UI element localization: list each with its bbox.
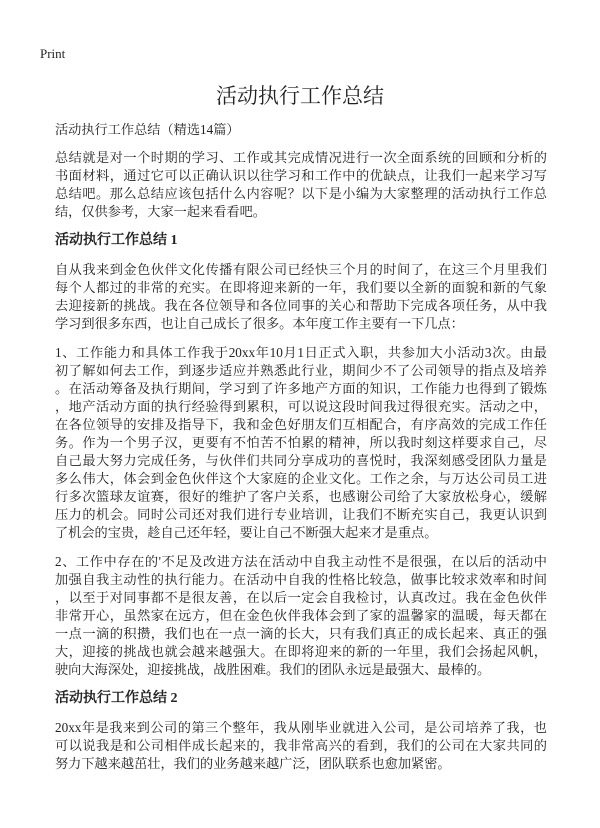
text-line: 初了解如何去工作，到逐步适应并熟悉此行业，期间少不了公司领导的指点及培养 — [55, 363, 547, 378]
text-line: 1、工作能力和具体工作我于20xx年10月1日正式入职，共参加大小活动3次。由最 — [55, 345, 547, 360]
text-line: ，地产活动方面的执行经验得到累积，可以说这段时间我过得很充实。活动之中， — [55, 399, 547, 414]
section-paragraph — [55, 344, 547, 542]
text-line: 努力下越来越茁壮，我们的业务越来越广泛，团队联系也愈加紧密。 — [55, 756, 451, 771]
text-line: 书面材料，通过它可以正确认识以往学习和工作中的优缺点，让我们一起来学习写 — [55, 168, 547, 183]
sections — [55, 232, 547, 773]
text-line: 多么伟大，体会到金色伙伴这个大家庭的企业文化。工作之余，与万达公司员工进 — [55, 471, 547, 486]
text-line: 大，迎接的挑战也就会越来越强大。在即将迎来的新的一年里，我们会扬起风帆， — [55, 644, 547, 659]
document-body — [55, 121, 547, 784]
text-line: 学习到很多东西，也让自己成长了很多。本年度工作主要有一下几点： — [55, 316, 464, 331]
section-paragraph — [55, 719, 547, 773]
text-line: 压力的机会。同时公司还对我们进行专业培训，让我们不断充实自己，我更认识到 — [55, 507, 547, 522]
print-link[interactable]: Print — [40, 46, 66, 61]
text-line: 了机会的宝贵，趁自己还年轻，要让自己不断强大起来才是重点。 — [55, 525, 438, 540]
text-line: 自己最大努力完成任务，与伙伴们共同分享成功的喜悦时，我深刻感受团队力量是 — [55, 453, 547, 468]
text-line: 2、工作中存在的'不足及改进方法在活动中自我主动性不是很强，在以后的活动中 — [55, 554, 547, 569]
document-subtitle: 活动执行工作总结（精选14篇） — [55, 122, 240, 137]
text-line: 总结吧。那么总结应该包括什么内容呢？以下是小编为大家整理的活动执行工作总 — [55, 186, 547, 201]
text-line: 可以说我是和公司相伴成长起来的，我非常高兴的看到，我们的公司在大家共同的 — [55, 738, 547, 753]
text-line: 自从我来到金色伙伴文化传播有限公司已经快三个月的时间了，在这三个月里我们 — [55, 262, 547, 277]
text-line: 行多次篮球友谊赛，很好的维护了客户关系，也感谢公司给了大家放松身心，缓解 — [55, 489, 547, 504]
section-paragraph — [55, 553, 547, 679]
text-line: 20xx年是我来到公司的第三个整年，我从刚毕业就进入公司，是公司培养了我，也 — [55, 720, 547, 735]
intro-paragraph — [55, 149, 547, 221]
text-line: 结，仅供参考，大家一起来看看吧。 — [55, 204, 266, 219]
text-line: 非常开心，虽然家在远方，但在金色伙伴我体会到了家的温馨家的温暖，每天都在 — [55, 608, 547, 623]
text-line: ，以至于对同事都不是很友善，在以后一定会自我检讨，认真改过。我在金色伙伴 — [55, 590, 547, 605]
text-line: 驶向大海深处，迎接挑战，战胜困难。我们的团队永远是最强大、最棒的。 — [55, 662, 491, 677]
text-line: 总结就是对一个时期的学习、工作或其完成情况进行一次全面系统的回顾和分析的 — [55, 150, 547, 165]
section-heading: 活动执行工作总结 1 — [55, 233, 178, 248]
text-line: 在各位领导的安排及指导下，我和金色好朋友们互相配合，有序高效的完成工作任 — [55, 417, 547, 432]
text-line: 务。作为一个男子汉，更要有不怕苦不怕累的精神，所以我时刻这样要求自己，尽 — [55, 435, 547, 450]
section-paragraph — [55, 261, 547, 333]
text-line: 一点一滴的积攒，我们也在一点一滴的长大，只有我们真正的成长起来、真正的强 — [55, 626, 547, 641]
text-line: 加强自我主动性的执行能力。在活动中自我的性格比较急，做事比较求效率和时间 — [55, 572, 547, 587]
text-line: 每个人都过的非常的充实。在即将迎来新的一年，我们要以全新的面貌和新的气象 — [55, 280, 547, 295]
section-heading: 活动执行工作总结 2 — [55, 691, 178, 706]
text-line: 去迎接新的挑战。我在各位领导和各位同事的关心和帮助下完成各项任务，从中我 — [55, 298, 547, 313]
page-title: 活动执行工作总结 — [216, 84, 384, 108]
text-line: 。在活动筹备及执行期间，学习到了许多地产方面的知识，工作能力也得到了锻炼 — [55, 381, 547, 396]
